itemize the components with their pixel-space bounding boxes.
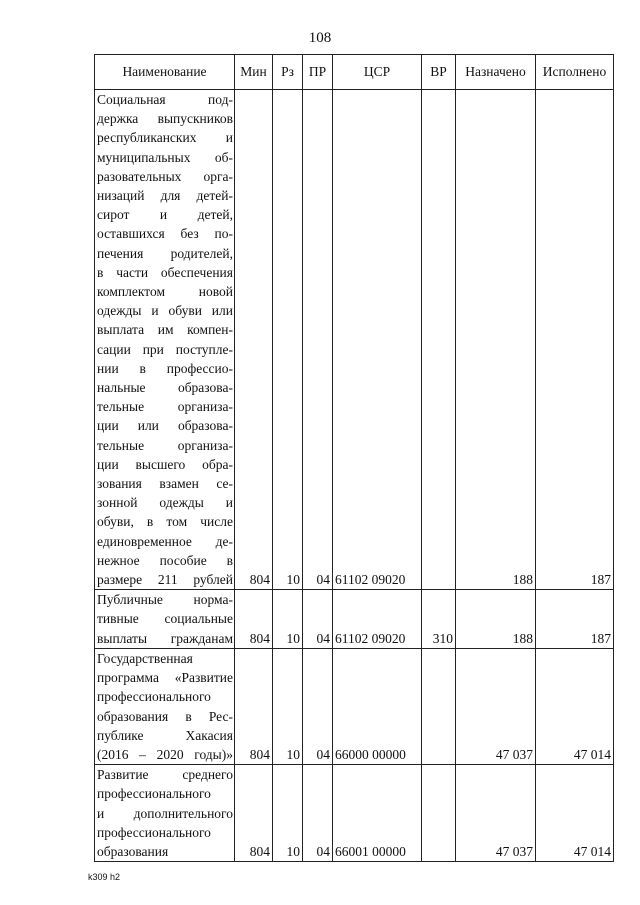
cell-name — [95, 765, 235, 862]
name-line: ции высшего обра- — [97, 456, 233, 472]
footer-code: k309 h2 — [88, 872, 121, 882]
cell-assigned: 188 — [456, 90, 536, 590]
cell-csr: 61102 09020 — [333, 90, 422, 590]
name-line: муниципальных об- — [97, 149, 233, 165]
cell-executed: 47 014 — [536, 648, 614, 764]
name-line: республиканских и — [97, 130, 233, 146]
name-line: держка выпускников — [97, 111, 233, 127]
name-line: (2016 – 2020 годы)» — [97, 746, 233, 762]
cell-vr — [422, 90, 456, 590]
header-rz: Рз — [273, 55, 303, 90]
table-header-row — [95, 55, 614, 90]
cell-min: 804 — [235, 90, 273, 590]
name-line: зования взамен се- — [97, 476, 233, 492]
table-row — [95, 765, 614, 862]
name-line: нальные образова- — [97, 380, 233, 396]
header-vr: ВР — [422, 55, 456, 90]
cell-pr: 04 — [303, 648, 333, 764]
cell-assigned: 188 — [456, 590, 536, 649]
name-line: сации при поступле- — [97, 341, 233, 357]
name-line: профессионального — [97, 689, 211, 705]
cell-csr: 66001 00000 — [333, 765, 422, 862]
name-line: зонной одежды и — [97, 495, 233, 511]
name-line: нежное пособие в — [97, 552, 233, 568]
cell-pr: 04 — [303, 765, 333, 862]
cell-name — [95, 648, 235, 764]
name-line: печения родителей, — [97, 245, 233, 261]
name-line: обуви, в том числе — [97, 514, 233, 530]
cell-pr: 04 — [303, 590, 333, 649]
cell-executed: 47 014 — [536, 765, 614, 862]
header-min: Мин — [235, 55, 273, 90]
table-row — [95, 590, 614, 649]
name-line: тивные социальные — [97, 611, 233, 627]
cell-vr — [422, 765, 456, 862]
name-line: Социальная под- — [97, 92, 233, 107]
cell-executed: 187 — [536, 90, 614, 590]
name-line: Публичные норма- — [97, 592, 233, 608]
name-line: и дополнительного — [97, 805, 233, 821]
name-line: ции или образова- — [97, 418, 233, 434]
cell-executed: 187 — [536, 590, 614, 649]
name-line: тельные организа- — [97, 399, 233, 415]
name-line: Развитие среднего — [97, 767, 233, 783]
cell-assigned: 47 037 — [456, 765, 536, 862]
cell-vr — [422, 648, 456, 764]
name-line: сирот и детей, — [97, 207, 233, 223]
cell-min: 804 — [235, 590, 273, 649]
name-line: образования — [97, 843, 169, 859]
cell-name — [95, 590, 235, 649]
name-line: размере 211 рублей — [97, 572, 233, 588]
table-row — [95, 90, 614, 590]
cell-rz: 10 — [273, 648, 303, 764]
header-pr: ПР — [303, 55, 333, 90]
cell-min: 804 — [235, 648, 273, 764]
cell-vr: 310 — [422, 590, 456, 649]
cell-rz: 10 — [273, 590, 303, 649]
name-line: выплата им компен- — [97, 322, 233, 338]
name-line: программа «Развитие — [97, 670, 233, 686]
cell-rz: 10 — [273, 90, 303, 590]
name-line: публике Хакасия — [97, 727, 233, 743]
name-line: низаций для детей- — [97, 188, 233, 204]
name-line: оставшихся без по- — [97, 226, 233, 242]
cell-pr: 04 — [303, 90, 333, 590]
name-line: профессионального — [97, 824, 211, 840]
header-executed: Исполнено — [536, 55, 614, 90]
name-line: тельные организа- — [97, 437, 233, 453]
name-line: образования в Рес- — [97, 708, 233, 724]
name-line: профессионального — [97, 786, 211, 802]
header-name: Наименование — [95, 55, 235, 90]
name-line: выплаты гражданам — [97, 630, 233, 646]
cell-csr: 61102 09020 — [333, 590, 422, 649]
name-line: нии в профессио- — [97, 360, 233, 376]
budget-table — [94, 54, 614, 862]
cell-name — [95, 90, 235, 590]
page-number: 108 — [308, 30, 332, 46]
cell-rz: 10 — [273, 765, 303, 862]
cell-csr: 66000 00000 — [333, 648, 422, 764]
name-line: Государственная — [97, 650, 193, 666]
name-line: разовательных орга- — [97, 168, 233, 184]
header-csr: ЦСР — [333, 55, 422, 90]
name-line: в части обеспечения — [97, 264, 233, 280]
name-line: единовременное де- — [97, 533, 233, 549]
name-line: одежды и обуви или — [97, 303, 233, 319]
table-row — [95, 648, 614, 764]
header-assigned: Назначено — [456, 55, 536, 90]
name-line: комплектом новой — [97, 284, 233, 300]
table-body — [95, 90, 614, 862]
cell-min: 804 — [235, 765, 273, 862]
cell-assigned: 47 037 — [456, 648, 536, 764]
